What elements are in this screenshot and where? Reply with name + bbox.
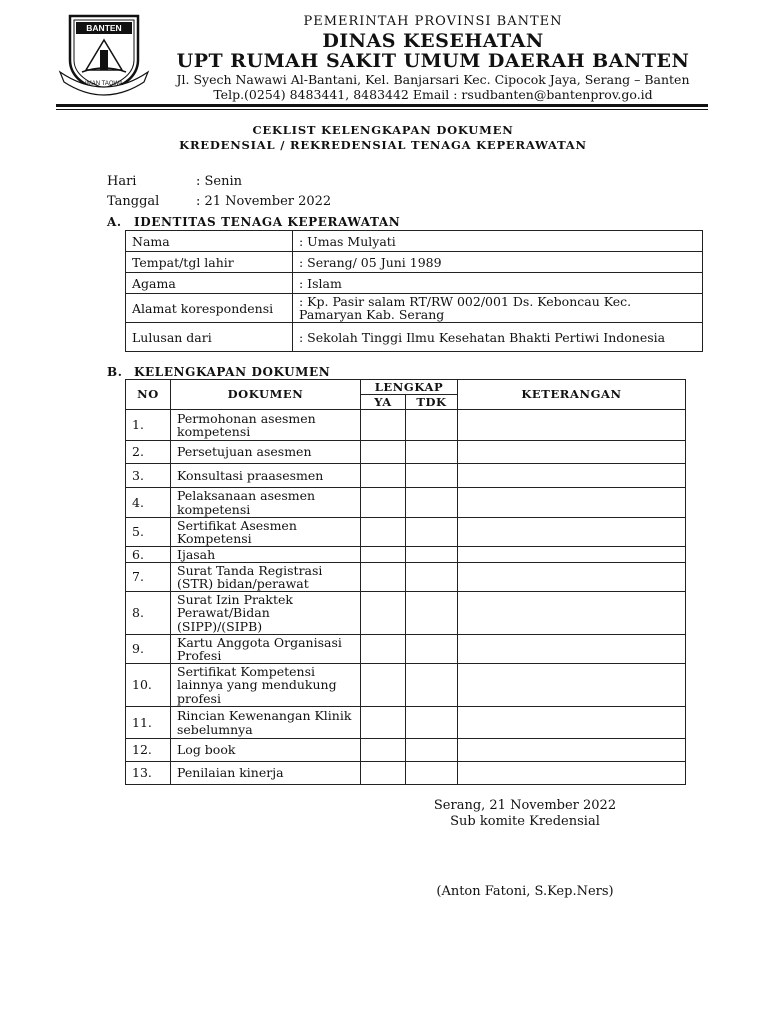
- row-document: Permohonan asesmen kompetensi: [171, 410, 361, 441]
- row-document: Surat Tanda Registrasi (STR) bidan/perawat: [171, 563, 361, 592]
- cell-tdk[interactable]: [406, 592, 458, 635]
- cell-keterangan[interactable]: [458, 739, 686, 762]
- document-subtitle: KREDENSIAL / REKREDENSIAL TENAGA KEPERAWATAN: [179, 138, 587, 152]
- logo-text-bottom: IMAN TAQWA: [85, 81, 123, 87]
- identity-label: Lulusan dari: [126, 323, 293, 352]
- row-number: 4.: [126, 488, 171, 518]
- identity-label: Tempat/tgl lahir: [126, 252, 293, 273]
- banten-province-logo: [56, 10, 152, 96]
- row-document: Log book: [171, 739, 361, 762]
- cell-tdk[interactable]: [406, 563, 458, 592]
- table-row: [126, 635, 686, 664]
- row-number: 11.: [126, 707, 171, 739]
- table-row: [126, 664, 686, 707]
- cell-ya[interactable]: [361, 441, 406, 464]
- table-row: [126, 518, 686, 547]
- table-header-row: [126, 380, 686, 395]
- cell-keterangan[interactable]: [458, 707, 686, 739]
- cell-tdk[interactable]: [406, 547, 458, 563]
- table-row: [126, 323, 703, 352]
- header-no: NO: [126, 380, 171, 410]
- cell-tdk[interactable]: [406, 410, 458, 441]
- row-number: 13.: [126, 762, 171, 785]
- cell-ya[interactable]: [361, 563, 406, 592]
- cell-keterangan[interactable]: [458, 664, 686, 707]
- cell-keterangan[interactable]: [458, 518, 686, 547]
- table-row: [126, 707, 686, 739]
- identity-value: : Sekolah Tinggi Ilmu Kesehatan Bhakti Pertiwi Indonesia: [293, 323, 703, 352]
- identity-value: : Kp. Pasir salam RT/RW 002/001 Ds. Keboncau Kec. Pamaryan Kab. Serang: [293, 294, 703, 323]
- cell-keterangan[interactable]: [458, 464, 686, 488]
- cell-tdk[interactable]: [406, 762, 458, 785]
- cell-tdk[interactable]: [406, 707, 458, 739]
- header-keterangan: KETERANGAN: [458, 380, 686, 410]
- tanggal-label: Tanggal: [107, 194, 160, 209]
- cell-ya[interactable]: [361, 410, 406, 441]
- section-b-title: KELENGKAPAN DOKUMEN: [134, 365, 331, 379]
- row-number: 3.: [126, 464, 171, 488]
- header-dokumen: DOKUMEN: [171, 380, 361, 410]
- cell-keterangan[interactable]: [458, 488, 686, 518]
- identity-label: Nama: [126, 231, 293, 252]
- table-row: [126, 592, 686, 635]
- row-document: Konsultasi praasesmen: [171, 464, 361, 488]
- row-number: 7.: [126, 563, 171, 592]
- table-row: [126, 563, 686, 592]
- letterhead-divider-thin: [56, 109, 708, 110]
- cell-ya[interactable]: [361, 635, 406, 664]
- identity-value: : Islam: [293, 273, 703, 294]
- table-row: [126, 739, 686, 762]
- row-document: Kartu Anggota Organisasi Profesi: [171, 635, 361, 664]
- cell-ya[interactable]: [361, 547, 406, 563]
- identity-value: : Umas Mulyati: [293, 231, 703, 252]
- cell-ya[interactable]: [361, 592, 406, 635]
- row-number: 10.: [126, 664, 171, 707]
- identity-label: Alamat korespondensi: [126, 294, 293, 323]
- letterhead-hospital: UPT RUMAH SAKIT UMUM DAERAH BANTEN: [176, 50, 690, 72]
- tanggal-value: : 21 November 2022: [196, 194, 332, 209]
- row-number: 9.: [126, 635, 171, 664]
- row-document: Persetujuan asesmen: [171, 441, 361, 464]
- row-document: Surat Izin Praktek Perawat/Bidan (SIPP)/(SIPB): [171, 592, 361, 635]
- table-row: [126, 294, 703, 323]
- cell-keterangan[interactable]: [458, 762, 686, 785]
- identity-value: : Serang/ 05 Juni 1989: [293, 252, 703, 273]
- section-a-marker: A.: [107, 215, 122, 229]
- cell-tdk[interactable]: [406, 488, 458, 518]
- cell-ya[interactable]: [361, 739, 406, 762]
- cell-keterangan[interactable]: [458, 592, 686, 635]
- row-document: Pelaksanaan asesmen kompetensi: [171, 488, 361, 518]
- table-row: [126, 231, 703, 252]
- signature-place-date: Serang, 21 November 2022: [433, 798, 617, 813]
- row-document: Sertifikat Kompetensi lainnya yang mendukung profesi: [171, 664, 361, 707]
- row-number: 2.: [126, 441, 171, 464]
- cell-keterangan[interactable]: [458, 441, 686, 464]
- row-number: 12.: [126, 739, 171, 762]
- table-row: [126, 252, 703, 273]
- document-title: CEKLIST KELENGKAPAN DOKUMEN: [252, 123, 514, 137]
- cell-ya[interactable]: [361, 464, 406, 488]
- cell-ya[interactable]: [361, 664, 406, 707]
- section-b-marker: B.: [107, 365, 123, 379]
- table-row: [126, 762, 686, 785]
- letterhead-contact: Telp.(0254) 8483441, 8483442 Email : rsudbanten@bantenprov.go.id: [213, 87, 653, 102]
- cell-ya[interactable]: [361, 488, 406, 518]
- row-number: 1.: [126, 410, 171, 441]
- table-row: [126, 547, 686, 563]
- hari-label: Hari: [107, 174, 137, 189]
- row-document: Ijasah: [171, 547, 361, 563]
- letterhead-address: Jl. Syech Nawawi Al-Bantani, Kel. Banjarsari Kec. Cipocok Jaya, Serang – Banten: [176, 72, 690, 87]
- header-tdk: TDK: [406, 395, 458, 410]
- section-a-title: IDENTITAS TENAGA KEPERAWATAN: [134, 215, 401, 229]
- logo-text-top: BANTEN: [86, 23, 122, 33]
- row-document: Rincian Kewenangan Klinik sebelumnya: [171, 707, 361, 739]
- cell-keterangan[interactable]: [458, 635, 686, 664]
- table-row: [126, 464, 686, 488]
- cell-tdk[interactable]: [406, 664, 458, 707]
- document-checklist-table: [125, 379, 686, 785]
- cell-tdk[interactable]: [406, 464, 458, 488]
- cell-keterangan[interactable]: [458, 410, 686, 441]
- row-number: 5.: [126, 518, 171, 547]
- letterhead-agency: DINAS KESEHATAN: [322, 30, 544, 52]
- table-row: [126, 488, 686, 518]
- cell-ya[interactable]: [361, 762, 406, 785]
- row-number: 6.: [126, 547, 171, 563]
- table-row: [126, 441, 686, 464]
- header-lengkap: LENGKAP: [361, 380, 458, 395]
- row-number: 8.: [126, 592, 171, 635]
- table-row: [126, 410, 686, 441]
- cell-tdk[interactable]: [406, 635, 458, 664]
- table-row: [126, 273, 703, 294]
- row-document: Sertifikat Asesmen Kompetensi: [171, 518, 361, 547]
- hari-value: : Senin: [196, 174, 243, 189]
- header-ya: YA: [361, 395, 406, 410]
- cell-ya[interactable]: [361, 518, 406, 547]
- cell-keterangan[interactable]: [458, 563, 686, 592]
- identity-table: [125, 230, 703, 352]
- cell-tdk[interactable]: [406, 441, 458, 464]
- signature-name: (Anton Fatoni, S.Kep.Ners): [436, 884, 614, 899]
- identity-label: Agama: [126, 273, 293, 294]
- cell-keterangan[interactable]: [458, 547, 686, 563]
- row-document: Penilaian kinerja: [171, 762, 361, 785]
- signature-role: Sub komite Kredensial: [450, 814, 600, 829]
- letterhead-divider: [56, 104, 708, 107]
- cell-ya[interactable]: [361, 707, 406, 739]
- cell-tdk[interactable]: [406, 739, 458, 762]
- cell-tdk[interactable]: [406, 518, 458, 547]
- letterhead-government: PEMERINTAH PROVINSI BANTEN: [303, 14, 563, 29]
